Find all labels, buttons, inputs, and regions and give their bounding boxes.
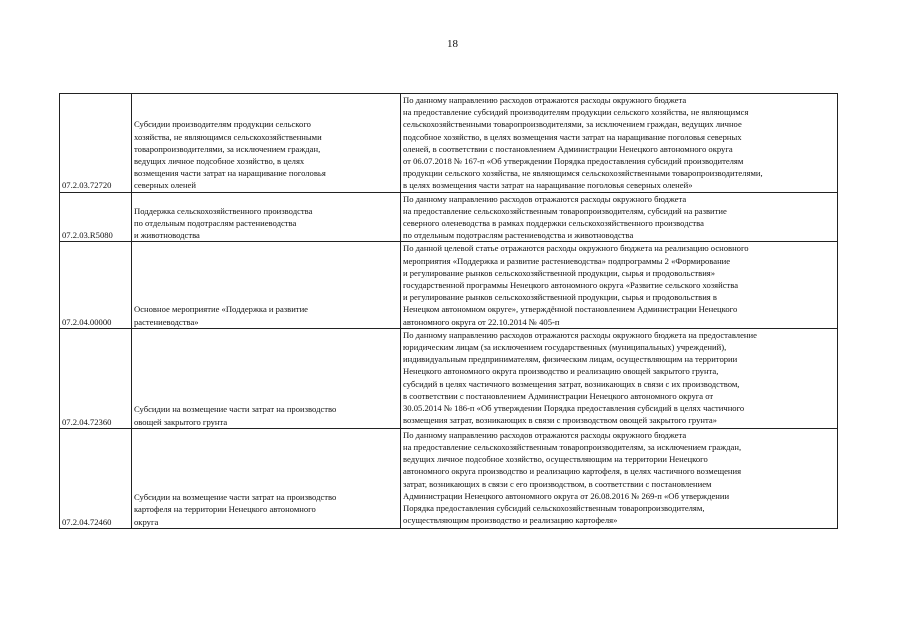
table-row xyxy=(60,242,838,328)
row-code-cell: 07.2.04.72360 xyxy=(60,328,132,428)
budget-classification-table xyxy=(59,93,838,529)
row-name-cell: Субсидии на возмещение части затрат на производство овощей закрытого грунта xyxy=(132,328,401,428)
table-row xyxy=(60,192,838,242)
row-code-cell: 07.2.03.R5080 xyxy=(60,192,132,242)
row-code-cell: 07.2.04.00000 xyxy=(60,242,132,328)
table-row xyxy=(60,328,838,428)
row-name-cell: Субсидии производителям продукции сельского хозяйства, не являющимся сельскохозяйственными товаропроизводителями, за исключением граждан, ведущих личное подсобное хозяйство, в целях возмещения части затрат на наращивание поголовья северных оленей xyxy=(132,94,401,193)
row-name-cell: Поддержка сельскохозяйственного производства по отдельным подотраслям растениеводства и животноводства xyxy=(132,192,401,242)
row-description-cell: По данному направлению расходов отражаются расходы окружного бюджета на предоставление сельскохозяйственным товаропроизводителям, за исключением граждан, ведущих личное подсобное хозяйство, осуществляющим на территории Ненецкого автономного округа производство и реализацию картофеля, в целях частичного возмещения затрат, возникающих в связи с его производством, в соответствии с постановлением Администрации Ненецкого автономного округа от 26.08.2016 № 269-п «Об утверждении Порядка предоставления субсидий сельскохозяйственным товаропроизводителям, осуществляющим производство и реализацию картофеля» xyxy=(401,428,838,528)
table-row xyxy=(60,428,838,528)
row-name-cell: Субсидии на возмещение части затрат на производство картофеля на территории Ненецкого автономного округа xyxy=(132,428,401,528)
row-code-cell: 07.2.03.72720 xyxy=(60,94,132,193)
table-row xyxy=(60,94,838,193)
row-description-cell: По данному направлению расходов отражаются расходы окружного бюджета на предоставление сельскохозяйственным товаропроизводителям, субсидий на развитие северного оленеводства в рамках поддержки сельскохозяйственного производства по отдельным подотраслям растениеводства и животноводства xyxy=(401,192,838,242)
row-code-cell: 07.2.04.72460 xyxy=(60,428,132,528)
row-description-cell: По данному направлению расходов отражаются расходы окружного бюджета на предоставление юридическим лицам (за исключением государственных (муниципальных) учреждений), индивидуальным предпринимателям, физическим лицам, осуществляющим на территории Ненецкого автономного округа производство и реализацию овощей закрытого грунта, субсидий в целях частичного возмещения затрат, возникающих в связи с их производством, в соответствии с постановлением Администрации Ненецкого автономного округа от 30.05.2014 № 186-п «Об утверждении Порядка предоставления субсидий в целях частичного возмещения затрат, возникающих в связи с производством овощей закрытого грунта» xyxy=(401,328,838,428)
row-description-cell: По данному направлению расходов отражаются расходы окружного бюджета на предоставление субсидий производителям продукции сельского хозяйства, не являющимся сельскохозяйственными товаропроизводителями, за исключением граждан, ведущих личное подсобное хозяйство, в целях возмещения части затрат на наращивание поголовья северных оленей, в соответствии с постановлением Администрации Ненецкого автономного округа от 06.07.2018 № 167-п «Об утверждении Порядка предоставления субсидий производителям продукции сельского хозяйства, не являющимся сельскохозяйственными товаропроизводителями, в целях возмещения части затрат на наращивание поголовья северных оленей» xyxy=(401,94,838,193)
page-number: 18 xyxy=(447,38,458,50)
row-name-cell: Основное мероприятие «Поддержка и развитие растениеводства» xyxy=(132,242,401,328)
row-description-cell: По данной целевой статье отражаются расходы окружного бюджета на реализацию основного мероприятия «Поддержка и развитие растениеводства» подпрограммы 2 «Формирование и регулирование рынков сельскохозяйственной продукции, сырья и продовольствия» государственной программы Ненецкого автономного округа «Развитие сельского хозяйства и регулирование рынков сельскохозяйственной продукции, сырья и продовольствия в Ненецком автономном округе», утверждённой постановлением Администрации Ненецкого автономного округа от 22.10.2014 № 405-п xyxy=(401,242,838,328)
